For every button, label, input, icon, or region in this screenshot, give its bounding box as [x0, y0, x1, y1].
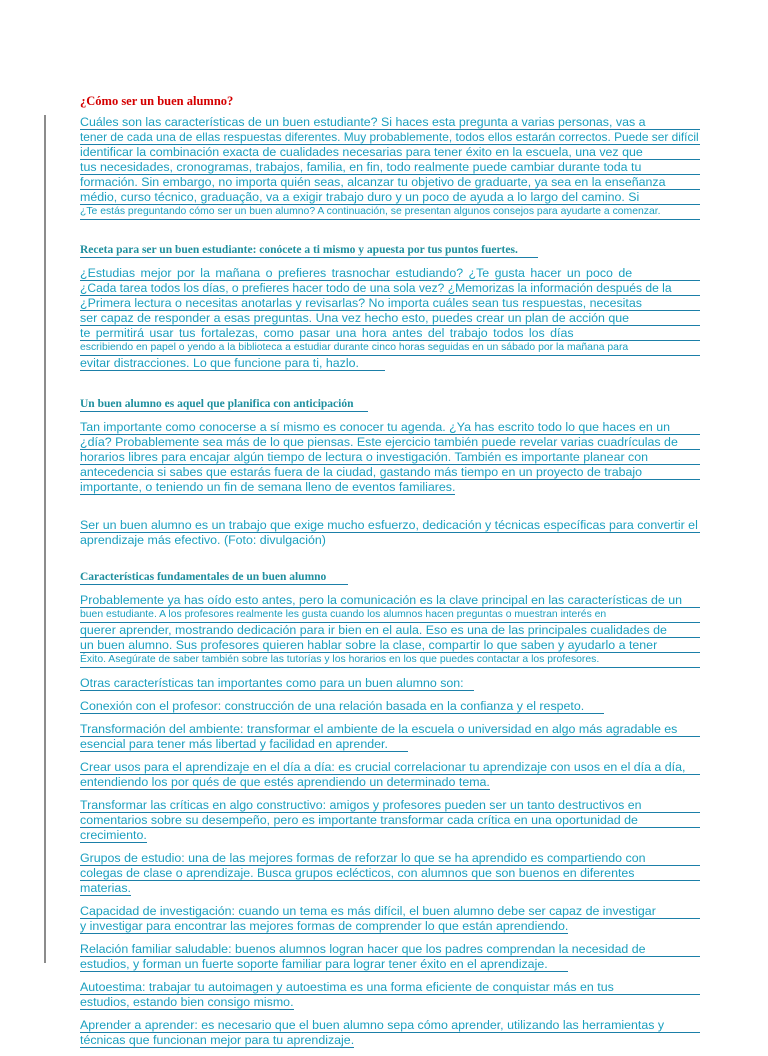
text-line: estudios, estando bien consigo mismo.	[80, 995, 294, 1009]
text-line: ser capaz de responder a esas preguntas. Una vez hecho esto, puedes crear un plan de acción que	[80, 311, 700, 326]
section-receta-paragraph	[80, 266, 700, 374]
text-line: ¿Te estás preguntando cómo ser un buen alumno? A continuación, se presentan algunos consejos para ayudarte a comenzar.	[80, 205, 700, 220]
text-line: técnicas que funcionan mejor para tu aprendizaje.	[80, 1033, 355, 1047]
section-planifica-paragraph	[80, 420, 700, 498]
text-line: entendiendo los por qués de que estés aprendiendo un determinado tema.	[80, 775, 490, 789]
text-line: antecedencia si sabes que estarás fuera de la ciudad, gastando más tiempo en un proyecto de trabajo	[80, 465, 700, 480]
section-heading-planifica: Un buen alumno es aquel que planifica con anticipación	[80, 398, 368, 412]
text-line: materias.	[80, 881, 131, 895]
text-line: importante, o teniendo un fin de semana lleno de eventos familiares.	[80, 480, 456, 494]
text-line: te permitirá usar tus fortalezas, como pasar una hora antes del trabajo todos los días	[80, 326, 700, 341]
intro-paragraph	[80, 115, 700, 220]
text-line: ¿Estudias mejor por la mañana o prefieres trasnochar estudiando? ¿Te gusta hacer un poco de	[80, 266, 700, 281]
text-line: estudios, y forman un fuerte soporte familiar para lograr tener éxito en el aprendizaje.	[80, 957, 568, 972]
text-line: Transformar las críticas en algo constructivo: amigos y profesores pueden ser un tanto destructivos en	[80, 798, 700, 813]
text-line: y investigar para encontrar las mejores formas de comprender lo que están aprendiendo.	[80, 919, 569, 933]
left-margin-rule	[44, 115, 46, 963]
section-heading-receta: Receta para ser un buen estudiante: conócete a ti mismo y apuesta por tus puntos fuertes.	[80, 244, 538, 258]
list-item	[80, 904, 700, 937]
text-line: Éxito. Asegúrate de saber también sobre las tutorías y los horarios en los que puedes contactar a los profesores.	[80, 653, 700, 668]
section-heading-caracteristicas: Características fundamentales de un buen alumno	[80, 571, 348, 585]
list-item	[80, 722, 700, 755]
text-line: colegas de clase o aprendizaje. Busca grupos eclécticos, con alumnos que son buenos en diferentes	[80, 866, 700, 881]
text-line: Conexión con el profesor: construcción de una relación basada en la confianza y el respeto.	[80, 699, 604, 714]
text-line: Probablemente ya has oído esto antes, pero la comunicación es la clave principal en las características de un	[80, 593, 700, 608]
text-line: buen estudiante. A los profesores realmente les gusta cuando los alumnos hacen preguntas o muestran interés en	[80, 608, 700, 623]
text-line: Crear usos para el aprendizaje en el día a día: es crucial correlacionar tu aprendizaje con usos en el día a día,	[80, 760, 700, 775]
text-line: Aprender a aprender: es necesario que el buen alumno sepa cómo aprender, utilizando las herramientas y	[80, 1018, 700, 1033]
text-line: Transformación del ambiente: transformar el ambiente de la escuela o universidad en algo más agradable es	[80, 722, 700, 737]
text-line: Autoestima: trabajar tu autoimagen y autoestima es una forma eficiente de conquistar más en tus	[80, 980, 700, 995]
text-line: ¿Cada tarea todos los días, o prefieres hacer todo de una sola vez? ¿Memorizas la información después de la	[80, 281, 700, 296]
text-line: Tan importante como conocerse a sí mismo es conocer tu agenda. ¿Ya has escrito todo lo que haces en un	[80, 420, 700, 435]
text-line: esencial para tener más libertad y facilidad en aprender.	[80, 737, 408, 752]
text-line: crecimiento.	[80, 828, 147, 842]
list-item	[80, 851, 700, 899]
text-line: ¿Primera lectura o necesitas anotarlas y revisarlas? No importa cuáles sean tus respuestas, necesitas	[80, 296, 700, 311]
text-line: médio, curso técnico, graduação, va a exigir trabajo duro y un poco de ayuda a lo largo del camino. Si	[80, 190, 700, 205]
text-line: un buen alumno. Sus profesores quieren hablar sobre la clase, compartir lo que saben y ayudarlo a tener	[80, 638, 700, 653]
document-title: ¿Cómo ser un buen alumno?	[80, 94, 234, 108]
text-line: tus necesidades, cronogramas, trabajos, familia, en fin, todo realmente puede cambiar durante toda tu	[80, 160, 700, 175]
list-item	[80, 699, 700, 717]
text-line: formación. Sin embargo, no importa quién seas, alcanzar tu objetivo de graduarte, ya sea en la enseñanza	[80, 175, 700, 190]
text-line: comentarios sobre su desempeño, pero es importante transformar cada crítica en una oportunidad de	[80, 813, 700, 828]
text-line: evitar distracciones. Lo que funcione para ti, hazlo.	[80, 356, 385, 371]
list-item	[80, 980, 700, 1013]
document-page	[80, 94, 700, 1056]
others-intro	[80, 676, 700, 694]
list-item	[80, 942, 700, 975]
list-item	[80, 1018, 700, 1051]
text-line: querer aprender, mostrando dedicación para ir bien en el aula. Eso es una de las principales cualidades de	[80, 623, 700, 638]
caption-line: Ser un buen alumno es un trabajo que exige mucho esfuerzo, dedicación y técnicas específicas para convertir el	[80, 518, 700, 533]
caption-line: aprendizaje más efectivo. (Foto: divulgación)	[80, 533, 326, 547]
section-caracteristicas-paragraph	[80, 593, 700, 668]
text-line: Relación familiar saludable: buenos alumnos logran hacer que los padres comprendan la necesidad de	[80, 942, 700, 957]
list-item	[80, 798, 700, 846]
list-item	[80, 760, 700, 793]
text-line: Grupos de estudio: una de las mejores formas de reforzar lo que se ha aprendido es compartiendo con	[80, 851, 700, 866]
text-line: identificar la combinación exacta de cualidades necesarias para tener éxito en la escuela, una vez que	[80, 145, 700, 160]
image-caption	[80, 518, 700, 547]
text-line: Capacidad de investigación: cuando un tema es más difícil, el buen alumno debe ser capaz de investigar	[80, 904, 700, 919]
text-line: escribiendo en papel o yendo a la biblioteca a estudiar durante cinco horas seguidas en un sábado por la mañana para	[80, 341, 700, 356]
text-line: ¿día? Probablemente sea más de lo que piensas. Este ejercicio también puede revelar varias cuadrículas de	[80, 435, 700, 450]
text-line: horarios libres para encajar algún tiempo de lectura o investigación. También es importante planear con	[80, 450, 700, 465]
text-line: tener de cada una de ellas respuestas diferentes. Muy probablemente, todos ellos estarán correctos. Puede ser difícil	[80, 130, 699, 144]
text-line: Otras características tan importantes como para un buen alumno son:	[80, 676, 474, 691]
text-line: Cuáles son las características de un buen estudiante? Si haces esta pregunta a varias personas, vas a	[80, 115, 700, 130]
